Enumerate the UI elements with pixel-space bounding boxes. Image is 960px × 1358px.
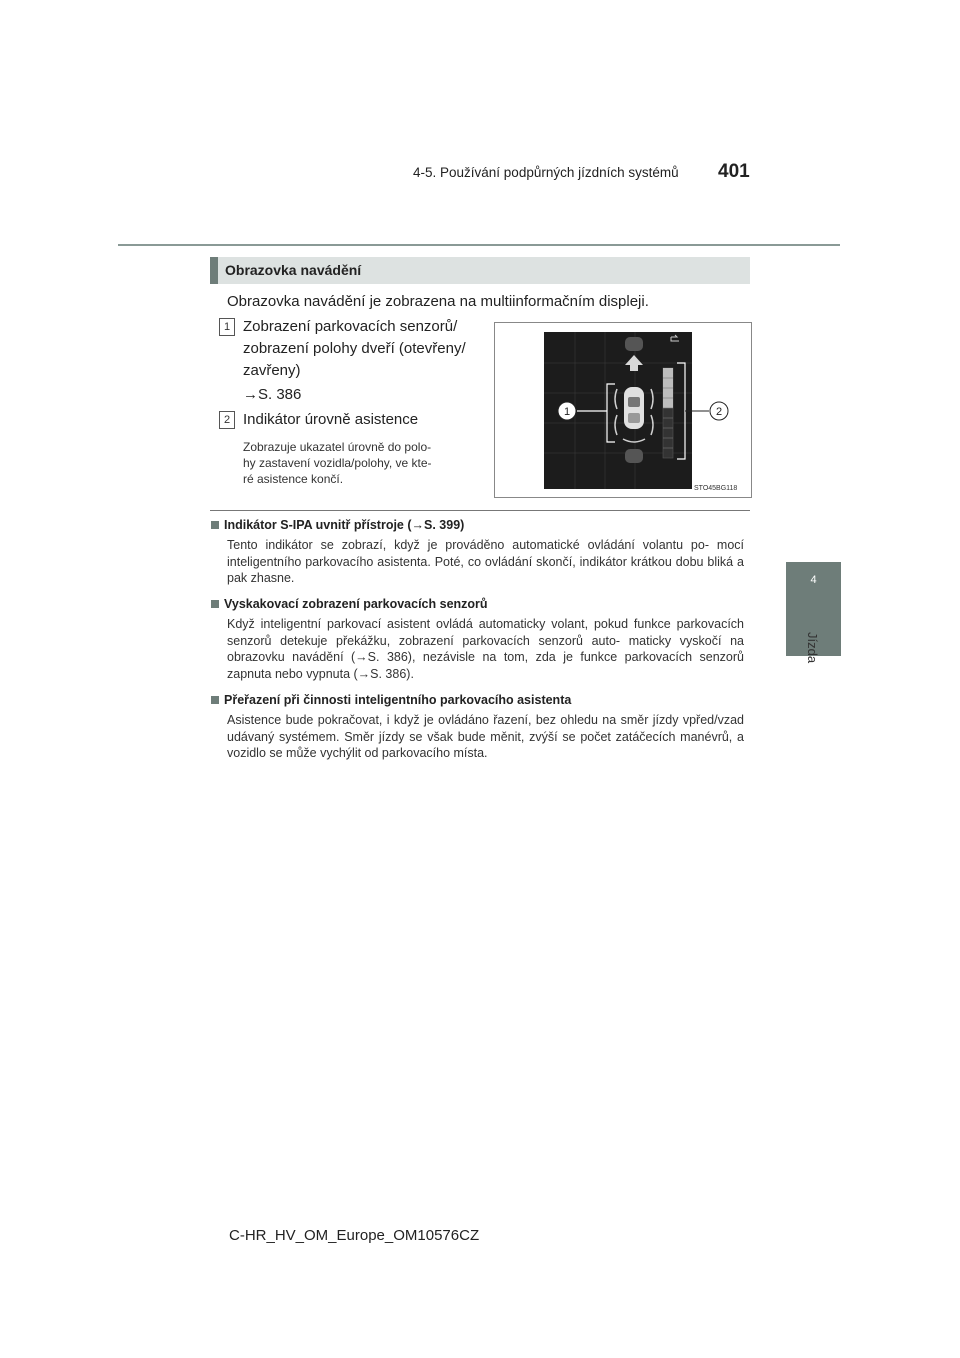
section-title: Obrazovka navádění [225,262,362,278]
note-2-heading: Vyskakovací zobrazení parkovacích senzorů [211,597,488,611]
note-3-heading: Přeřazení při činnosti inteligentního parkovacího asistenta [211,693,571,707]
note-3-body: Asistence bude pokračovat, i když je ovládáno řazení, bez ohledu na směr jízdy vpřed/vzad udávaný systémem. Směr jízdy se však bude měnit, zvýší se počet zatáčecích manévrů, a vozidlo se může vychýlit od parkovacího místa. [227,713,744,760]
section-heading-marker [210,257,218,284]
item-number-2: 2 [219,411,235,429]
note-1-heading: Indikátor S-IPA uvnitř přístroje (→S. 399) [211,518,464,532]
section-intro: Obrazovka navádění je zobrazena na multiinformačním displeji. [227,293,649,310]
item-2-sub-line-1: Zobrazuje ukazatel úrovně do polo- [243,440,432,454]
bullet-square-icon [211,696,219,704]
vehicle-behind-shape [625,449,643,463]
item-1-line-3: zavřeny) [243,362,301,379]
section-divider [210,510,750,511]
vehicle-ahead-shape [625,337,643,351]
item-1-line-2: zobrazení polohy dveří (otevřeny/ [243,340,466,357]
guidance-screen-figure [494,322,752,498]
callout-label-1: 1 [563,406,571,418]
item-2-sub-line-3: ré asistence končí. [243,472,344,486]
note-2-body: Když inteligentní parkovací asistent ovládá automaticky volant, pokud funkce parkovacích senzorů detekuje překážku, zobrazení parkovacích senzorů auto- maticky vyskočí na obrazovku navádění (→S. 386), nezávisle na tom, zda je funkce parkovacích senzorů zapnuta nebo vypnuta (→S. 386). [227,617,744,681]
page-number: 401 [718,161,750,182]
bullet-square-icon [211,521,219,529]
item-2-sub-line-2: hy zastavení vozidla/polohy, ve kte- [243,456,432,470]
header-rule [118,244,840,246]
item-1-page-reference[interactable]: →S. 386 [243,386,302,403]
item-1-line-1: Zobrazení parkovacích senzorů/ [243,318,458,335]
document-code-footer: C-HR_HV_OM_Europe_OM10576CZ [229,1227,480,1244]
header-section-title: 4-5. Používání podpůrných jízdních systémů [413,165,679,180]
callout-label-2: 2 [715,406,723,418]
note-1-body: Tento indikátor se zobrazí, když je prováděno automatické ovládání volantu po- mocí inteligentního parkovacího asistenta. Poté, co ovládání skončí, indikátor krátkou dobu bliká a pak zhasne. [227,538,744,585]
chapter-number: 4 [810,574,817,586]
item-2-line-1: Indikátor úrovně asistence [243,411,419,428]
figure-caption: STO45BG118 [694,485,738,492]
bullet-square-icon [211,600,219,608]
item-number-1: 1 [219,318,235,336]
guidance-screen-illustration [495,323,751,497]
chapter-label: Jízda [805,632,820,664]
